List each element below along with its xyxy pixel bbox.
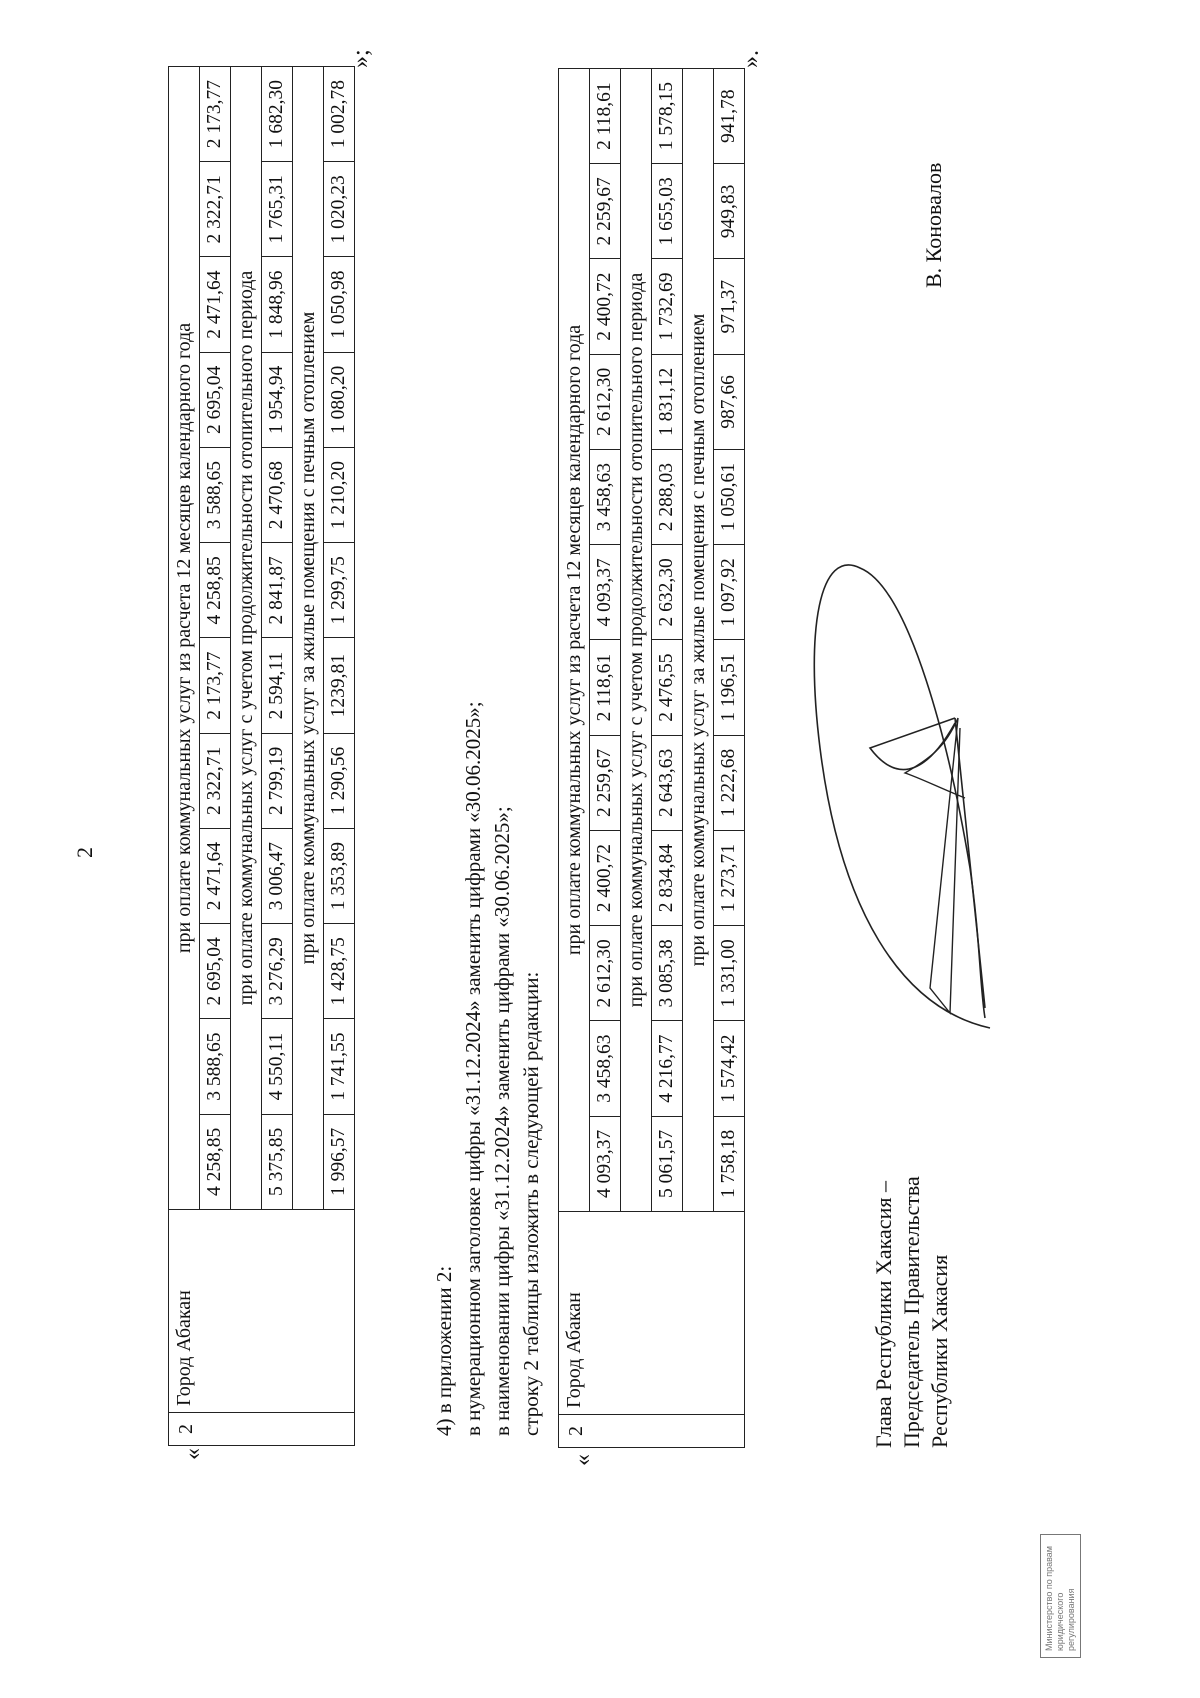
value-cell: 5 061,57 (652, 1116, 683, 1211)
value-cell: 1 831,12 (652, 354, 683, 449)
value-cell: 1 002,78 (324, 67, 355, 162)
city-cell: Город Абакан (559, 1212, 745, 1415)
value-cell: 2 695,04 (200, 924, 231, 1019)
value-cell: 4 258,85 (200, 543, 231, 638)
instruction-line: 4) в приложении 2: (432, 1265, 456, 1436)
value-cell: 2 612,30 (590, 354, 621, 449)
value-cell: 1 290,56 (324, 733, 355, 828)
value-cell: 1 353,89 (324, 829, 355, 924)
value-cell: 1 428,75 (324, 924, 355, 1019)
signatory-title (870, 1028, 954, 1448)
value-cell: 3 458,63 (590, 450, 621, 545)
value-cell: 3 006,47 (262, 829, 293, 924)
group-heading-cell: при оплате коммунальных услуг за жилые помещения с печным отоплением (683, 69, 714, 1212)
signatory-title-line: Республики Хакасия (927, 1254, 952, 1448)
value-cell: 1 273,71 (714, 831, 745, 926)
page-number: 2 (72, 847, 97, 858)
value-cell: 2 471,64 (200, 829, 231, 924)
value-cell: 1 732,69 (652, 259, 683, 354)
value-cell: 2 695,04 (200, 352, 231, 447)
instruction-line: в наименовании цифры «31.12.2024» заменить цифрами «30.06.2025»; (490, 806, 514, 1436)
value-cell: 3 588,65 (200, 448, 231, 543)
value-cell: 3 276,29 (262, 924, 293, 1019)
table-group-heading-row (559, 69, 590, 1448)
value-cell: 2 322,71 (200, 162, 231, 257)
city-cell: Город Абакан (169, 1210, 355, 1413)
close-quote-1: »; (348, 49, 374, 68)
value-cell: 2 173,77 (200, 67, 231, 162)
tariff-table-1 (168, 66, 355, 1446)
registration-stamp (1040, 1534, 1081, 1658)
group-heading-cell: при оплате коммунальных услуг за жилые помещения с печным отоплением (293, 67, 324, 1210)
group-heading-cell: при оплате коммунальных услуг из расчета 12 месяцев календарного года (559, 69, 590, 1212)
value-cell: 4 550,11 (262, 1019, 293, 1114)
value-cell: 1 331,00 (714, 926, 745, 1021)
value-cell: 949,83 (714, 164, 745, 259)
value-cell: 2 322,71 (200, 733, 231, 828)
value-cell: 1 578,15 (652, 69, 683, 164)
signatory-name: В. Коновалов (921, 162, 946, 288)
value-cell: 971,37 (714, 259, 745, 354)
value-cell: 3 588,65 (200, 1019, 231, 1114)
open-quote-1: « (180, 1448, 206, 1460)
row-number-cell: 2 (559, 1415, 745, 1448)
value-cell: 2 400,72 (590, 259, 621, 354)
value-cell: 2 470,68 (262, 448, 293, 543)
stamp-line: Министерство по правам (1044, 1546, 1054, 1651)
value-cell: 1 741,55 (324, 1019, 355, 1114)
amendment-instructions (430, 86, 546, 1436)
value-cell: 1 954,94 (262, 352, 293, 447)
instruction-line: строку 2 таблицы изложить в следующей редакции: (519, 971, 543, 1436)
value-cell: 1 574,42 (714, 1021, 745, 1116)
value-cell: 1 758,18 (714, 1116, 745, 1211)
signatory-title-line: Председатель Правительства (899, 1176, 924, 1448)
value-cell: 2 118,61 (590, 69, 621, 164)
value-cell: 1 996,57 (324, 1114, 355, 1209)
value-cell: 1 080,20 (324, 352, 355, 447)
value-cell: 2 259,67 (590, 735, 621, 830)
value-cell: 2 612,30 (590, 926, 621, 1021)
value-cell: 2 643,63 (652, 735, 683, 830)
value-cell: 1 020,23 (324, 162, 355, 257)
value-cell: 2 476,55 (652, 640, 683, 735)
instruction-line: в нумерационном заголовке цифры «31.12.2024» заменить цифрами «30.06.2025»; (461, 701, 485, 1436)
group-heading-cell: при оплате коммунальных услуг с учетом продолжительности отопительного периода (621, 69, 652, 1212)
group-heading-cell: при оплате коммунальных услуг из расчета 12 месяцев календарного года (169, 67, 200, 1210)
value-cell: 2 288,03 (652, 450, 683, 545)
value-cell: 4 258,85 (200, 1114, 231, 1209)
tariff-table-2 (558, 68, 745, 1448)
value-cell: 1 682,30 (262, 67, 293, 162)
value-cell: 5 375,85 (262, 1114, 293, 1209)
row-number-cell: 2 (169, 1413, 355, 1446)
value-cell: 1239,81 (324, 638, 355, 733)
value-cell: 3 458,63 (590, 1021, 621, 1116)
value-cell: 1 222,68 (714, 735, 745, 830)
value-cell: 1 050,61 (714, 450, 745, 545)
value-cell: 987,66 (714, 354, 745, 449)
open-quote-2: « (570, 1454, 596, 1466)
value-cell: 2 632,30 (652, 545, 683, 640)
value-cell: 2 118,61 (590, 640, 621, 735)
value-cell: 3 085,38 (652, 926, 683, 1021)
value-cell: 2 400,72 (590, 831, 621, 926)
value-cell: 2 471,64 (200, 257, 231, 352)
value-cell: 2 259,67 (590, 164, 621, 259)
value-cell: 1 765,31 (262, 162, 293, 257)
value-cell: 4 093,37 (590, 1116, 621, 1211)
table-group-heading-row (169, 67, 200, 1446)
value-cell: 1 050,98 (324, 257, 355, 352)
value-cell: 2 799,19 (262, 733, 293, 828)
group-heading-cell: при оплате коммунальных услуг с учетом продолжительности отопительного периода (231, 67, 262, 1210)
close-quote-2: ». (738, 50, 764, 68)
handwritten-signature (780, 528, 1010, 1048)
value-cell: 1 655,03 (652, 164, 683, 259)
value-cell: 4 093,37 (590, 545, 621, 640)
signatory-title-line: Глава Республики Хакасия – (871, 1181, 896, 1448)
stamp-line: юридического регулирования (1055, 1588, 1076, 1651)
value-cell: 2 841,87 (262, 543, 293, 638)
value-cell: 1 196,51 (714, 640, 745, 735)
value-cell: 2 173,77 (200, 638, 231, 733)
value-cell: 1 210,20 (324, 448, 355, 543)
value-cell: 1 848,96 (262, 257, 293, 352)
value-cell: 1 097,92 (714, 545, 745, 640)
value-cell: 2 594,11 (262, 638, 293, 733)
value-cell: 4 216,77 (652, 1021, 683, 1116)
value-cell: 941,78 (714, 69, 745, 164)
value-cell: 1 299,75 (324, 543, 355, 638)
value-cell: 2 834,84 (652, 831, 683, 926)
